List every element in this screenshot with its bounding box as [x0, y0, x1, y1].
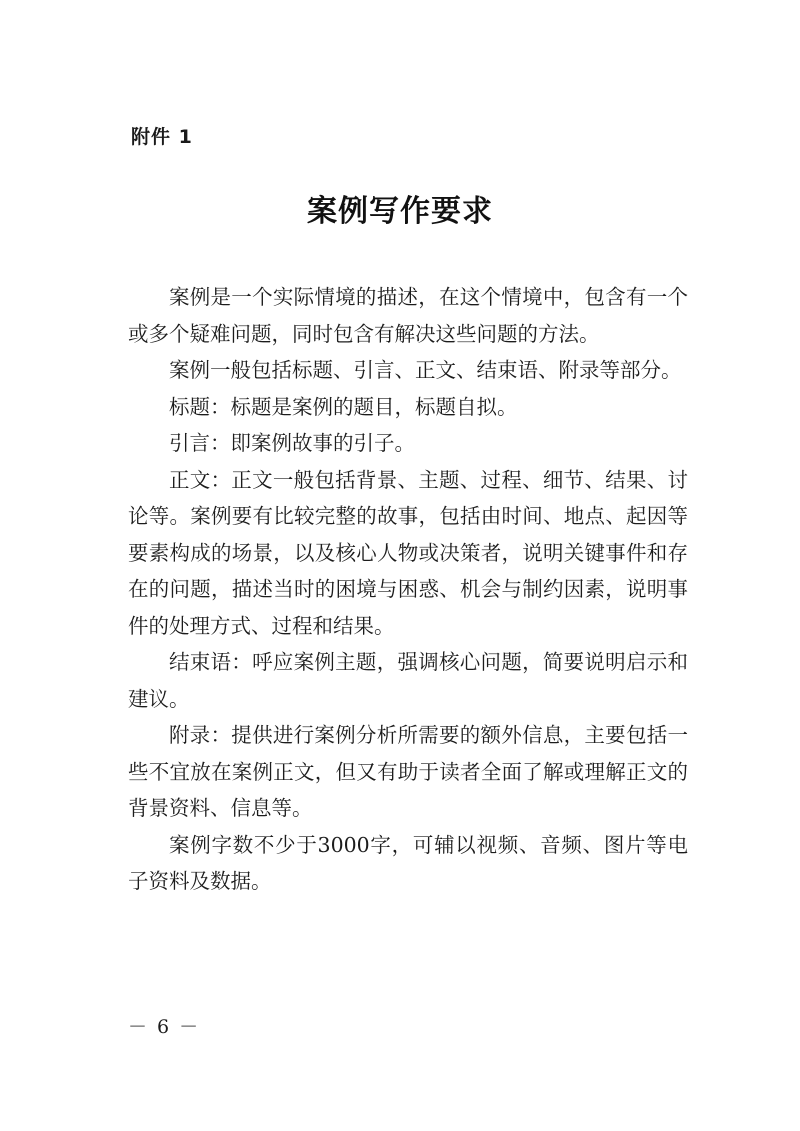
document-body — [128, 279, 688, 900]
attachment-label: 附件 1 — [131, 126, 193, 148]
paragraph-structure: 案例一般包括标题、引言、正文、结束语、附录等部分。 — [169, 358, 682, 382]
page-title: 案例写作要求 — [307, 194, 493, 229]
paragraph-word-count: 案例字数不少于3000字，可辅以视频、音频、图片等电子资料及数据。 — [128, 832, 688, 893]
paragraph-main-text: 正文：正文一般包括背景、主题、过程、细节、结果、讨论等。案例要有比较完整的故事，包括由时间、地点、起因等要素构成的场景，以及核心人物或决策者，说明关键事件和存在的问题，描述当时的困境与困惑、机会与制约因素，说明事件的处理方式、过程和结果。 — [128, 467, 688, 638]
paragraph-definition: 案例是一个实际情境的描述，在这个情境中，包含有一个或多个疑难问题，同时包含有解决这些问题的方法。 — [128, 285, 688, 346]
paragraph-introduction: 引言：即案例故事的引子。 — [169, 431, 415, 455]
paragraph-title: 标题：标题是案例的题目，标题自拟。 — [169, 394, 518, 419]
paragraph-appendix: 附录：提供进行案例分析所需要的额外信息，主要包括一些不宜放在案例正文，但又有助于读者全面了解或理解正文的背景资料、信息等。 — [128, 723, 688, 820]
paragraph-conclusion: 结束语：呼应案例主题，强调核心问题，简要说明启示和建议。 — [128, 650, 688, 711]
page-number: － 6 － — [128, 1016, 201, 1038]
